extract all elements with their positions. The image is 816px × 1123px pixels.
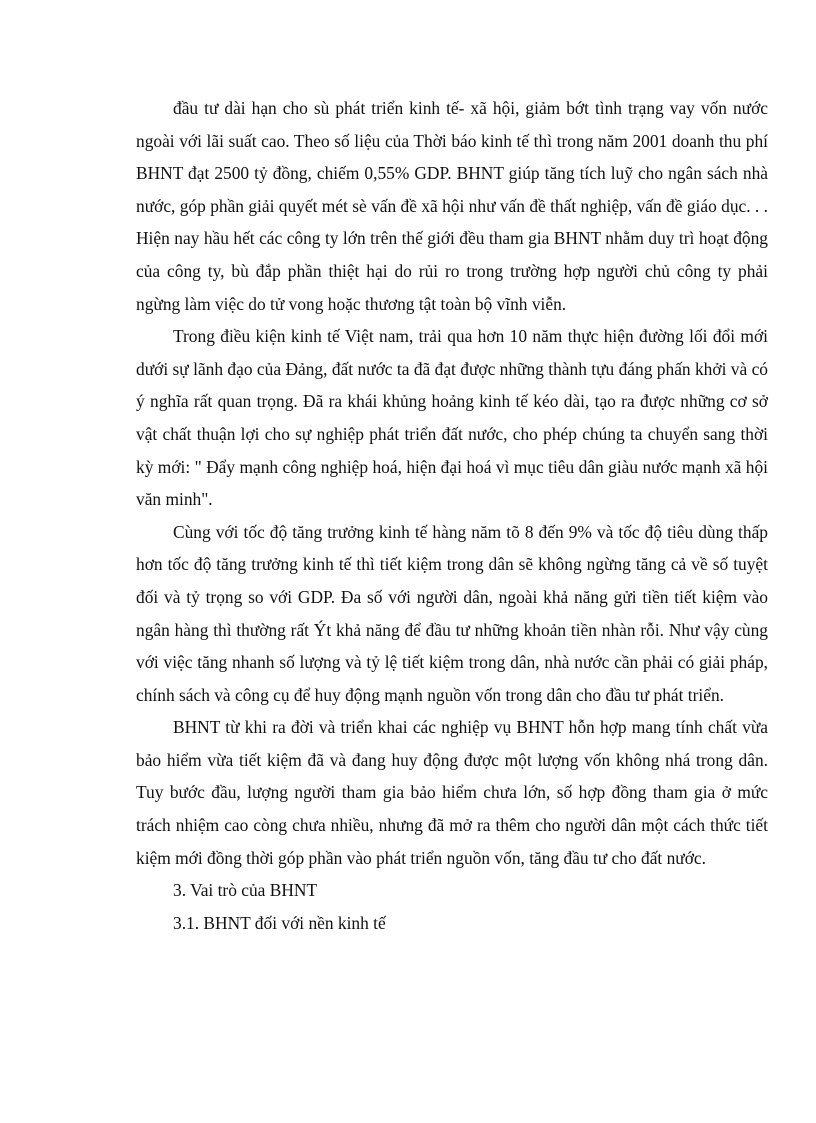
document-body bbox=[136, 92, 768, 939]
paragraph-1: đầu tư dài hạn cho sù phát triển kinh tế- xã hội, giảm bớt tình trạng vay vốn nước ngoài với lãi suất cao. Theo số liệu của Thời báo kinh tế thì trong năm 2001 doanh thu phí BHNT đạt 2500 tỷ đồng, chiếm 0,55% GDP. BHNT giúp tăng tích luỹ cho ngân sách nhà nước, góp phần giải quyết mét sè vấn đề xã hội như vấn đề thất nghiệp, vấn đề giáo dục. . . Hiện nay hầu hết các công ty lớn trên thế giới đều tham gia BHNT nhằm duy trì hoạt động của công ty, bù đắp phần thiệt hại do rủi ro trong trường hợp người chủ công ty phải ngừng làm việc do tử vong hoặc thương tật toàn bộ vĩnh viễn. bbox=[136, 98, 768, 314]
paragraph-4: BHNT từ khi ra đời và triển khai các nghiệp vụ BHNT hỗn hợp mang tính chất vừa bảo hiểm vừa tiết kiệm đã và đang huy động được một lượng vốn không nhá trong dân. Tuy bước đầu, lượng người tham gia bảo hiểm chưa lớn, số hợp đồng tham gia ở mức trách nhiệm cao còng chưa nhiều, nhưng đã mở ra thêm cho người dân một cách thức tiết kiệm mới đồng thời góp phần vào phát triển nguồn vốn, tăng đầu tư cho đất nước. bbox=[136, 717, 768, 868]
paragraph-3: Cùng với tốc độ tăng trưởng kinh tế hàng năm tõ 8 đến 9% và tốc độ tiêu dùng thấp hơn tốc độ tăng trưởng kinh tế thì tiết kiệm trong dân sẽ không ngừng tăng cả về số tuyệt đối và tỷ trọng so với GDP. Đa số với người dân, ngoài khả năng gửi tiền tiết kiệm vào ngân hàng thì thường rất Ýt khả năng để đầu tư những khoản tiền nhàn rỗi. Như vậy cùng với việc tăng nhanh số lượng và tỷ lệ tiết kiệm trong dân, nhà nước cần phải có giải pháp, chính sách và công cụ để huy động mạnh nguồn vốn trong dân cho đầu tư phát triển. bbox=[136, 521, 768, 705]
paragraph-2: Trong điều kiện kinh tế Việt nam, trải qua hơn 10 năm thực hiện đường lối đổi mới dưới sự lãnh đạo của Đảng, đất nước ta đã đạt được những thành tựu đáng phấn khởi và có ý nghĩa rất quan trọng. Đã ra khái khủng hoảng kinh tế kéo dài, tạo ra được những cơ sở vật chất thuận lợi cho sự nghiệp phát triển đất nước, cho phép chúng ta chuyển sang thời kỳ mới: " Đẩy mạnh công nghiệp hoá, hiện đại hoá vì mục tiêu dân giàu nước mạnh xã hội văn minh". bbox=[136, 326, 768, 510]
section-heading: 3. Vai trò của BHNT bbox=[173, 880, 318, 901]
subsection-heading: 3.1. BHNT đối với nền kinh tế bbox=[173, 912, 386, 933]
